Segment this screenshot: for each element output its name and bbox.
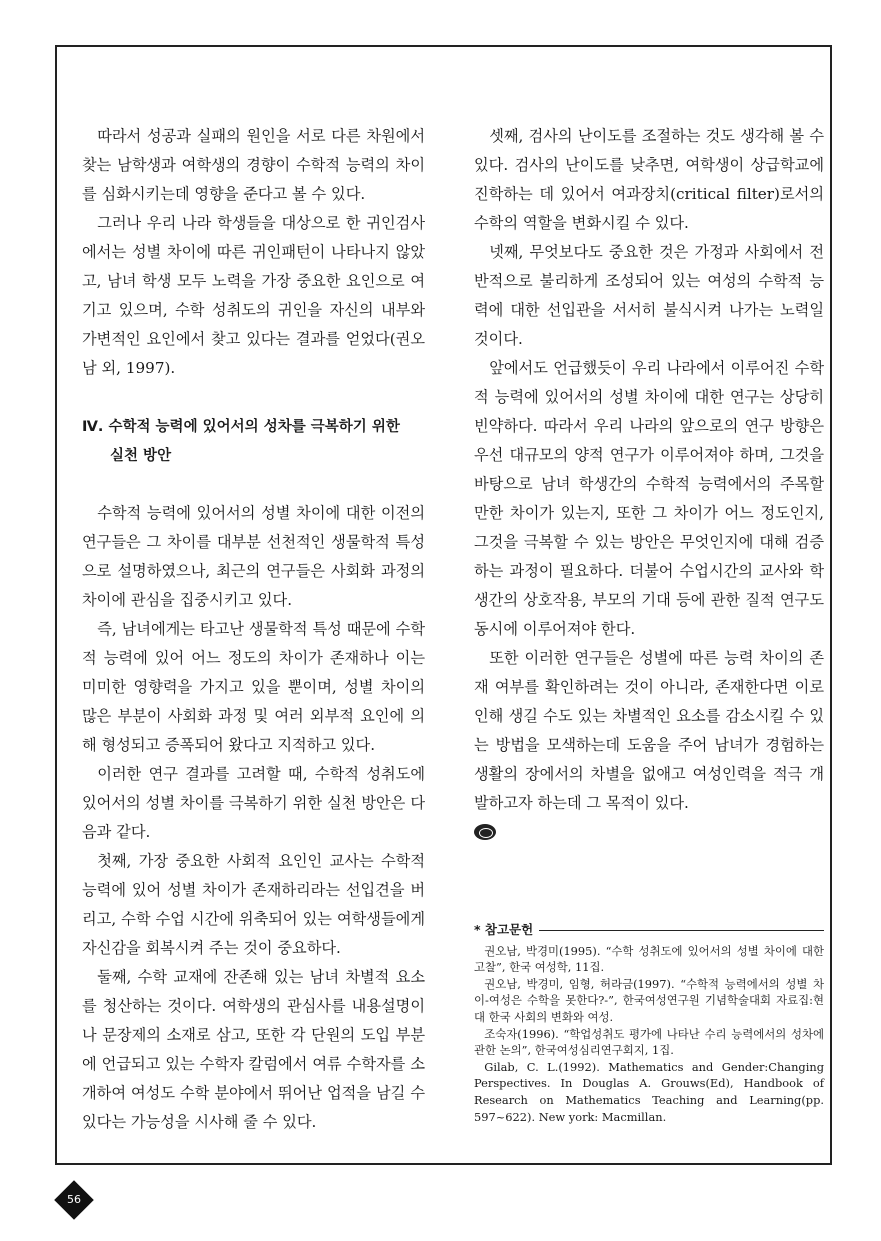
paragraph: 앞에서도 언급했듯이 우리 나라에서 이루어진 수학적 능력에 있어서의 성별 차이에 대한 연구는 상당히 빈약하다. 따라서 우리 나라의 앞으로의 연구 방향은 우선 대규모의 양적 연구가 이루어져야 하며, 그것을 바탕으로 남녀 학생간의 수학적 능력에서의 주목할 만한 차이가 있는지, 또한 그 차이가 어느 정도인지, 그것을 극복할 수 있는 방안은 무엇인지에 대해 검증하는 과정이 필요하다. 더불어 수업시간의 교사와 학생간의 상호작용, 부모의 기대 등에 관한 질적 연구도 동시에 이루어져야 한다. bbox=[474, 359, 824, 638]
reference-item: 권오남, 박경미(1995). “수학 성취도에 있어서의 성별 차이에 대한 고찰”, 한국 여성학, 11집. bbox=[474, 943, 824, 975]
page-number: 56 bbox=[67, 1193, 81, 1206]
paragraph: 즉, 남녀에게는 타고난 생물학적 특성 때문에 수학적 능력에 있어 어느 정도의 차이가 존재하나 이는 미미한 영향력을 가지고 있을 뿐이며, 성별 차이의 많은 부분이 사회화 과정 및 여러 외부적 요인에 의해 형성되고 증폭되어 왔다고 지적하고 있다. bbox=[82, 620, 425, 754]
section-heading bbox=[82, 413, 425, 471]
paragraph: 셋째, 검사의 난이도를 조절하는 것도 생각해 볼 수 있다. 검사의 난이도를 낮추면, 여학생이 상급학교에 진학하는 데 있어서 여과장치(critical filter)로서의 수학의 역할을 변화시킬 수 있다. bbox=[474, 127, 824, 232]
references-title: * 참고문헌 bbox=[474, 922, 824, 939]
paragraph: 둘째, 수학 교재에 잔존해 있는 남녀 차별적 요소를 청산하는 것이다. 여학생의 관심사를 내용설명이나 문장제의 소재로 삼고, 또한 각 단원의 도입 부분에 언급되고 있는 수학자 칼럼에서 여류 수학자를 소개하여 여성도 수학 분야에서 뛰어난 업적을 남길 수 있다는 가능성을 시사해 줄 수 있다. bbox=[82, 968, 425, 1131]
end-of-article-icon bbox=[474, 824, 496, 840]
references-rule bbox=[539, 930, 824, 931]
paragraph: 그러나 우리 나라 학생들을 대상으로 한 귀인검사에서는 성별 차이에 따른 귀인패턴이 나타나지 않았고, 남녀 학생 모두 노력을 가장 중요한 요인으로 여기고 있으며, 수학 성취도의 귀인을 자신의 내부와 가변적인 요인에서 찾고 있다는 결과를 얻었다(권오남 외, 1997). bbox=[82, 214, 425, 377]
paragraph: 수학적 능력에 있어서의 성별 차이에 대한 이전의 연구들은 그 차이를 대부분 선천적인 생물학적 특성으로 설명하였으나, 최근의 연구들은 사회화 과정의 차이에 관심을 집중시키고 있다. bbox=[82, 504, 425, 609]
section-heading-line2: 실천 방안 bbox=[110, 448, 172, 464]
paragraph: 이러한 연구 결과를 고려할 때, 수학적 성취도에 있어서의 성별 차이를 극복하기 위한 실천 방안은 다음과 같다. bbox=[82, 765, 425, 841]
reference-item: 조숙자(1996). “학업성취도 평가에 나타난 수리 능력에서의 성차에 관한 논의”, 한국여성심리연구회지, 1집. bbox=[474, 1026, 824, 1058]
paragraph: 따라서 성공과 실패의 원인을 서로 다른 차원에서 찾는 남학생과 여학생의 경향이 수학적 능력의 차이를 심화시키는데 영향을 준다고 볼 수 있다. bbox=[82, 127, 425, 203]
left-column bbox=[82, 122, 425, 1137]
reference-item: 권오남, 박경미, 임형, 허라금(1997). “수학적 능력에서의 성별 차이-여성은 수학을 못한다?-”, 한국여성연구원 기념학술대회 자료집:현대 한국 사회의 변화와 여성. bbox=[474, 976, 824, 1024]
paragraph: 또한 이러한 연구들은 성별에 따른 능력 차이의 존재 여부를 확인하려는 것이 아니라, 존재한다면 이로 인해 생길 수도 있는 차별적인 요소를 감소시킬 수 있는 방법을 모색하는데 도움을 주어 남녀가 경험하는 생활의 장에서의 차별을 없애고 여성인력을 적극 개발하고자 하는데 그 목적이 있다. bbox=[474, 649, 824, 812]
right-column bbox=[474, 122, 824, 850]
reference-item: Gilab, C. L.(1992). Mathematics and Gender:Changing Perspectives. In Douglas A. Grouws(Ed), Handbook of Research on Mathematics Teaching and Learning(pp. 597~622). New york: Macmillan. bbox=[474, 1059, 824, 1124]
section-heading-line1: Ⅳ. 수학적 능력에 있어서의 성차를 극복하기 위한 bbox=[82, 419, 400, 435]
paragraph: 첫째, 가장 중요한 사회적 요인인 교사는 수학적 능력에 있어 성별 차이가 존재하리라는 선입견을 버리고, 수학 수업 시간에 위축되어 있는 여학생들에게 자신감을 회복시켜 주는 것이 중요하다. bbox=[82, 852, 425, 957]
references bbox=[474, 922, 824, 1125]
paragraph: 넷째, 무엇보다도 중요한 것은 가정과 사회에서 전반적으로 불리하게 조성되어 있는 여성의 수학적 능력에 대한 선입관을 서서히 불식시켜 나가는 노력일 것이다. bbox=[474, 243, 824, 348]
